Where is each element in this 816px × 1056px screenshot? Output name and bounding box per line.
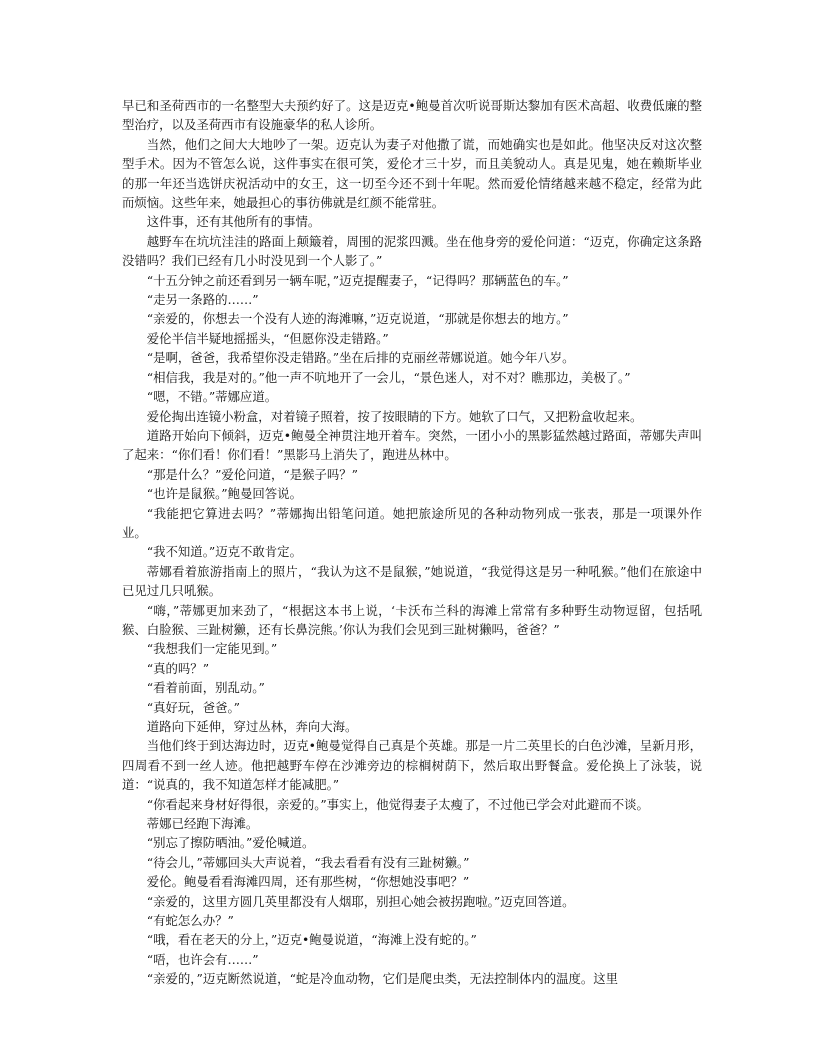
paragraph: “相信我，我是对的。”他一声不吭地开了一会儿，“景色迷人，对不对？瞧那边，美极了。” [146,369,631,385]
paragraph: 爱伦。鲍曼看看海滩四周，还有那些树，“你想她没事吧？” [146,874,470,890]
paragraph: “我想我们一定能见到。” [146,641,278,657]
paragraph: “是啊，爸爸，我希望你没走错路。”坐在后排的克丽丝蒂娜说道。她今年八岁。 [146,350,575,366]
paragraph: “真好玩，爸爸。” [146,699,241,715]
paragraph: “真的吗？” [146,660,210,676]
paragraph: 道路开始向下倾斜，迈克•鲍曼全神贯注地开着车。突然，一团小小的黑影猛然越过路面，蒂娜失声叫了起来：“你们看！你们看！”黑影马上消失了，跑进丛林中。 [122,427,702,463]
paragraph: 爱伦掏出连镜小粉盒，对着镜子照着，按了按眼睛的下方。她软了口气，又把粉盒收起来。 [146,408,643,424]
paragraph: “哦，看在老天的分上，”迈克•鲍曼说道，“海滩上没有蛇的。” [146,932,477,948]
paragraph: “嗨，”蒂娜更加来劲了，“根据这本书上说，‘卡沃布兰科的海滩上常常有多种野生动物逗留，包括吼猴、白脸猴、三趾树獭，还有长鼻浣熊。’你认为我们会见到三趾树獭吗，爸爸？” [122,602,702,637]
paragraph: “有蛇怎么办？” [146,913,234,929]
paragraph: “十五分钟之前还看到另一辆车呢，”迈克提醒妻子，“记得吗？那辆蓝色的车。” [146,272,569,288]
paragraph: “我能把它算进去吗？”蒂娜掏出铅笔问道。她把旅途所见的各种动物列成一张表，那是一项课外作业。 [122,505,702,540]
document-page [122,96,702,989]
paragraph: “亲爱的，你想去一个没有人迹的海滩嘛，”迈克说道，“那就是你想去的地方。” [146,311,569,327]
paragraph: 道路向下延伸，穿过丛林，奔向大海。 [146,719,358,734]
paragraph: “看着前面，别乱动。” [146,680,265,696]
paragraph: “唔，也许会有……” [146,951,259,967]
paragraph: “也许是鼠猴。”鲍曼回答说。 [146,486,302,502]
paragraph: “那是什么？”爱伦问道，“是猴子吗？” [146,466,358,482]
paragraph: “待会儿，”蒂娜回头大声说着，“我去看看有没有三趾树獭。” [146,854,470,870]
paragraph: “你看起来身材好得很，亲爱的。”事实上，他觉得妻子太瘦了，不过他已学会对此避而不谈。 [146,796,649,812]
paragraph: “亲爱的，”迈克断然说道，“蛇是冷血动物，它们是爬虫类，无法控制体内的温度。这里 [146,971,619,987]
paragraph: “别忘了擦防晒油。”爱伦喊道。 [146,835,315,851]
paragraph: 当然，他们之间大大地吵了一架。迈克认为妻子对他撒了谎，而她确实也是如此。他坚决反对这次整型手术。因为不管怎么说，这件事实在很可笑，爱伦才三十岁，而且美貌动人。真是见鬼，她在赖斯毕业的那一年还当选饼庆祝活动中的女王，这一切至今还不到十年呢。然而爱伦情绪越来越不稳定，经常为此而烦恼。这些年来，她最担心的事彷佛就是红颜不能常驻。 [122,136,702,211]
paragraph: “走另一条路的……” [146,292,259,308]
paragraph: “嗯，不错。”蒂娜应道。 [146,389,278,405]
paragraph: 这件事，还有其他所有的事情。 [146,214,321,230]
paragraph: 当他们终于到达海边时，迈克•鲍曼觉得自己真是个英雄。那是一片二英里长的白色沙滩，呈新月形，四周看不到一丝人迹。他把越野车停在沙滩旁边的棕榈树荫下，然后取出野餐盒。爱伦换上了泳装，说道：“说真的，我不知道怎样才能减肥。” [122,738,702,793]
paragraph: “亲爱的，这里方圆几英里都没有人烟耶，别担心她会被拐跑啦。”迈克回答道。 [146,893,575,909]
paragraph: “我不知道。”迈克不敢肯定。 [146,544,302,560]
paragraph: 爱伦半信半疑地摇摇头，“但愿你没走错路。” [146,330,389,346]
paragraph: 蒂娜看着旅游指南上的照片，“我认为这不是鼠猴，”她说道，“我觉得这是另一种吼猴。”他们在旅途中已见过几只吼猴。 [122,563,702,599]
paragraph: 蒂娜已经跑下海滩。 [146,816,259,832]
paragraph: 越野车在坑坑洼洼的路面上颠簸着，周围的泥浆四溅。坐在他身旁的爱伦问道：“迈克，你确定这条路没错吗？我们已经有几小时没见到一个人影了。” [122,233,702,269]
paragraph: 早已和圣荷西市的一名整型大夫预约好了。这是迈克•鲍曼首次听说哥斯达黎加有医术高超、收费低廉的整型治疗，以及圣荷西市有设施豪华的私人诊所。 [122,98,702,133]
